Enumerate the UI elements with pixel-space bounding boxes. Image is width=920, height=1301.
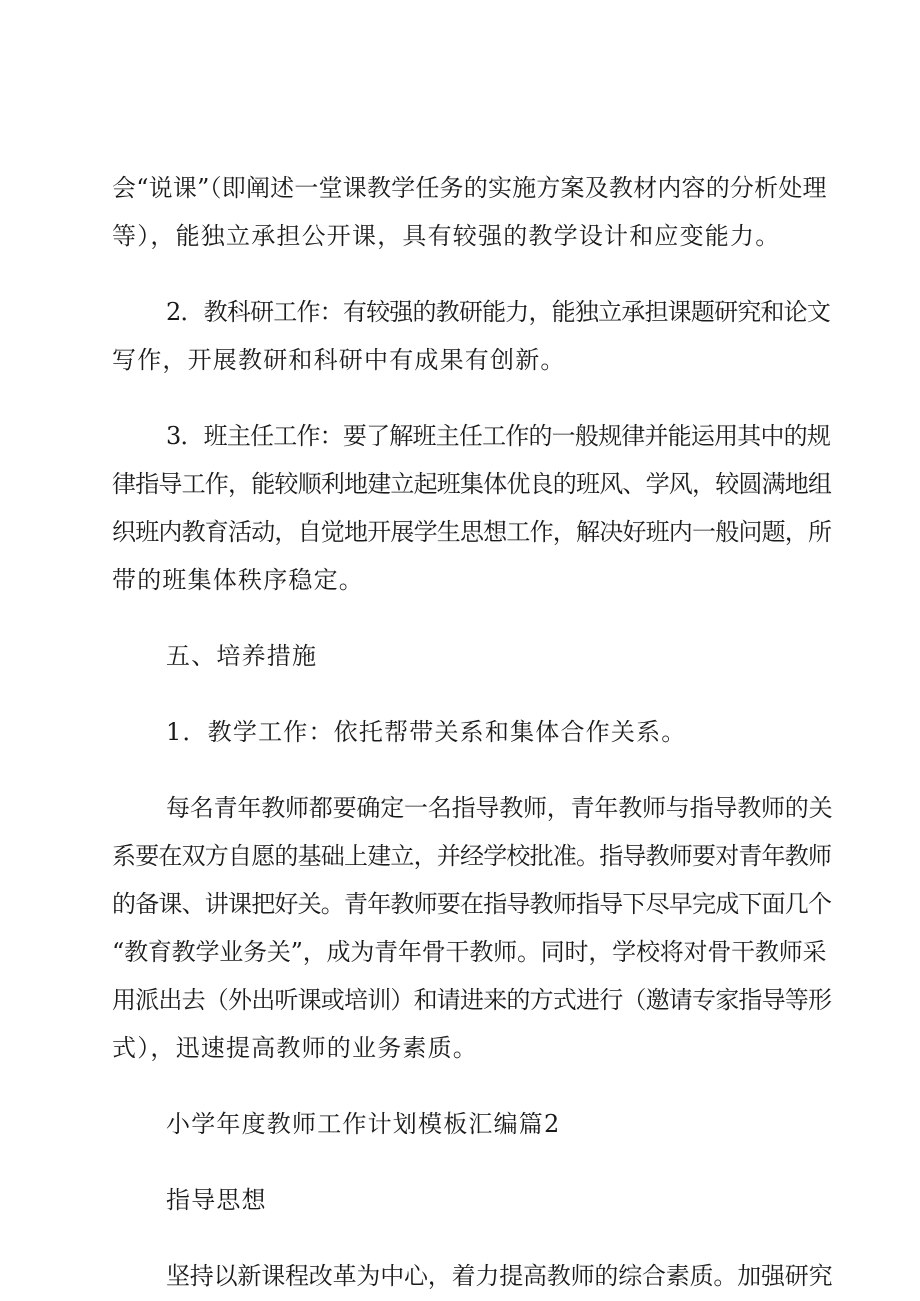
document-title: 小学年度教师工作计划模板汇编篇2 [166,1110,561,1138]
text-line: 写作，开展教研和科研中有成果有创新。 [112,346,566,374]
text-line: 用派出去（外出听课或培训）和请进来的方式进行（邀请专家指导等形 [112,986,832,1014]
text-line: 3．班主任工作：要了解班主任工作的一般规律并能运用其中的规 [166,422,831,450]
text-line: 2．教科研工作：有较强的教研能力，能独立承担课题研究和论文 [166,298,831,326]
text-line: 坚持以新课程改革为中心，着力提高教师的综合素质。加强研究 [166,1262,833,1290]
text-line: 会“说课”（即阐述一堂课教学任务的实施方案及教材内容的分析处理 [112,174,827,202]
text-line: 带的班集体秩序稳定。 [112,566,364,594]
text-line: 织班内教育活动，自觉地开展学生思想工作，解决好班内一般问题，所 [112,518,832,546]
text-line: 的备课、讲课把好关。青年教师要在指导教师指导下尽早完成下面几个 [112,890,832,918]
text-line: 等），能独立承担公开课，具有较强的教学设计和应变能力。 [112,222,781,250]
text-line: 式），迅速提高教师的业务素质。 [112,1034,478,1062]
text-line: 每名青年教师都要确定一名指导教师，青年教师与指导教师的关 [166,794,833,822]
text-line: “教育教学业务关”，成为青年骨干教师。同时，学校将对骨干教师采 [112,938,827,966]
text-line: 系要在双方自愿的基础上建立，并经学校批准。指导教师要对青年教师 [112,842,832,870]
section-heading: 指导思想 [166,1186,267,1214]
text-line: 律指导工作，能较顺利地建立起班集体优良的班风、学风，较圆满地组 [112,470,832,498]
text-line: 1．教学工作：依托帮带关系和集体合作关系。 [166,718,687,746]
section-heading: 五、培养措施 [166,642,318,670]
